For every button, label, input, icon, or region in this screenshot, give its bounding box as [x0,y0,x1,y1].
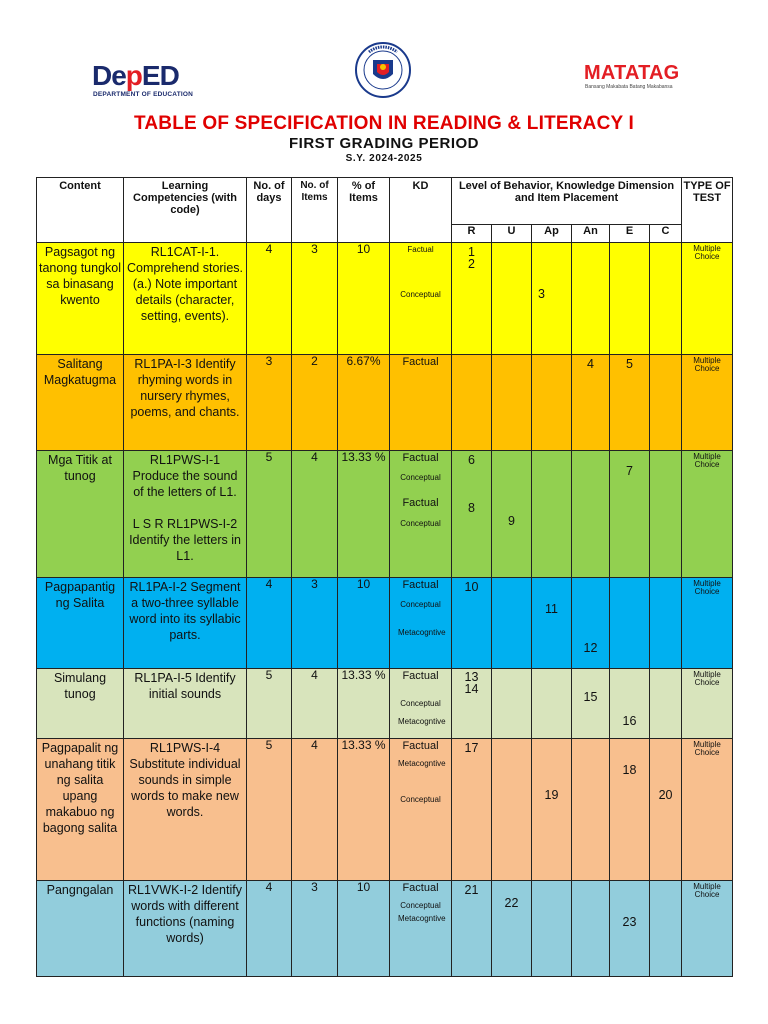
level-u-cell [492,881,532,977]
kd-cell [390,669,452,739]
kd-label: Conceptual [400,901,441,910]
table-row [37,355,733,451]
header-level-an: An [572,225,610,243]
deped-logo-subtext: DEPARTMENT OF EDUCATION [93,91,194,98]
days-cell: 4 [247,881,292,977]
header-level-e: E [610,225,650,243]
level-c-cell [650,243,682,355]
kd-cell [390,355,452,451]
level-ap-cell [532,243,572,355]
level-e-cell [610,578,650,669]
level-an-cell [572,739,610,881]
kd-label: Factual [407,245,434,254]
level-r-cell [452,578,492,669]
kd-cell [390,881,452,977]
item-number: 11 [545,602,558,616]
kd-cell [390,739,452,881]
items-cell: 4 [292,451,338,578]
days-cell: 4 [247,578,292,669]
level-c-cell [650,578,682,669]
level-e-cell [610,739,650,881]
percent-cell: 13.33 % [338,739,390,881]
matatag-logo-subtext: Bansang Makabata Batang Makabansa [585,84,673,90]
content-cell: Salitang Magkatugma [37,355,124,451]
items-cell: 3 [292,243,338,355]
item-number: 8 [468,501,475,515]
header-competency: Learning Competencies (with code) [124,178,247,243]
item-number: 22 [504,896,519,910]
content-cell: Simulang tunog [37,669,124,739]
kd-label: Factual [402,740,439,752]
items-cell: 3 [292,881,338,977]
item-number: 1 2 [468,245,475,271]
level-an-cell [572,243,610,355]
item-number: 10 [464,580,479,594]
kd-label: Conceptual [400,290,441,299]
table-row [37,881,733,977]
level-r-cell [452,739,492,881]
header-level-c: C [650,225,682,243]
days-cell: 3 [247,355,292,451]
specification-table [36,177,733,977]
competency-cell: RL1PWS-I-1 Produce the sound of the letters of L1. L S R RL1PWS-I-2 Identify the letters in L1. [124,451,247,578]
level-an-cell [572,355,610,451]
item-number: 21 [464,883,479,897]
items-cell: 4 [292,739,338,881]
level-e-cell [610,669,650,739]
kd-label: Metacogntive [398,717,446,726]
level-ap-cell [532,578,572,669]
item-number: 5 [626,357,633,371]
document-title: TABLE OF SPECIFICATION IN READING & LITERACY I [133,113,635,134]
level-an-cell [572,669,610,739]
kd-cell [390,451,452,578]
header-items: No. of Items [292,178,338,243]
matatag-logo [584,62,694,102]
level-e-cell [610,881,650,977]
percent-cell: 10 [338,881,390,977]
kd-label: Factual [402,452,439,464]
competency-cell: RL1PA-I-5 Identify initial sounds [124,669,247,739]
type-cell: Multiple Choice [682,451,733,578]
level-e-cell [610,451,650,578]
type-cell: Multiple Choice [682,669,733,739]
type-cell: Multiple Choice [682,739,733,881]
header-type: TYPE OF TEST [682,178,733,243]
item-number: 17 [464,741,479,755]
document-subtitle: FIRST GRADING PERIOD [288,135,479,152]
matatag-logo-word: MATATAG [584,62,680,84]
level-r-cell [452,451,492,578]
level-e-cell [610,355,650,451]
level-an-cell [572,451,610,578]
header-days: No. of days [247,178,292,243]
percent-cell: 13.33 % [338,451,390,578]
level-r-cell [452,243,492,355]
level-u-cell [492,739,532,881]
item-number: 4 [587,357,594,371]
table-row [37,243,733,355]
kd-label: Conceptual [400,473,441,482]
type-cell: Multiple Choice [682,243,733,355]
item-number: 19 [544,788,559,802]
item-number: 23 [622,915,637,929]
competency-cell: RL1PA-I-2 Segment a two-three syllable word into its syllabic parts. [124,578,247,669]
item-number: 13 14 [464,670,479,696]
kd-label: Factual [402,670,439,682]
level-e-cell [610,243,650,355]
days-cell: 5 [247,669,292,739]
level-ap-cell [532,451,572,578]
kd-label: Metacogntive [398,628,446,637]
kd-label: Factual [402,579,439,591]
table-row [37,451,733,578]
level-ap-cell [532,669,572,739]
level-an-cell [572,578,610,669]
level-an-cell [572,881,610,977]
item-number: 9 [508,514,515,528]
header-level-u: U [492,225,532,243]
table-row [37,739,733,881]
level-c-cell [650,739,682,881]
item-number: 3 [538,287,545,301]
deped-seal-icon [355,42,411,98]
deped-logo-word: DepED [92,60,179,91]
level-ap-cell [532,739,572,881]
item-number: 16 [622,714,637,728]
level-c-cell [650,669,682,739]
kd-cell [390,243,452,355]
header-level-ap: Ap [532,225,572,243]
level-u-cell [492,669,532,739]
deped-logo [92,60,202,102]
kd-label: Conceptual [400,699,441,708]
competency-cell: RL1CAT-I-1. Comprehend stories. (a.) Note important details (character, setting, events). [124,243,247,355]
level-r-cell [452,355,492,451]
type-cell: Multiple Choice [682,578,733,669]
items-cell: 4 [292,669,338,739]
item-number: 18 [622,763,637,777]
table-row [37,578,733,669]
content-cell: Pagsagot ng tanong tungkol sa binasang kwento [37,243,124,355]
level-r-cell [452,881,492,977]
days-cell: 5 [247,739,292,881]
header-percent: % of Items [338,178,390,243]
content-cell: Pagpapantig ng Salita [37,578,124,669]
item-number: 15 [583,690,598,704]
level-ap-cell [532,355,572,451]
level-u-cell [492,578,532,669]
header-kd: KD [390,178,452,243]
competency-cell: RL1VWK-I-2 Identify words with different functions (naming words) [124,881,247,977]
type-cell: Multiple Choice [682,881,733,977]
level-r-cell [452,669,492,739]
percent-cell: 10 [338,243,390,355]
kd-label: Factual [402,356,439,368]
kd-label: Factual [402,497,439,509]
item-number: 7 [626,464,633,478]
content-cell: Pagpapalit ng unahang titik ng salita upang makabuo ng bagong salita [37,739,124,881]
kd-cell [390,578,452,669]
level-u-cell [492,243,532,355]
level-u-cell [492,451,532,578]
item-number: 20 [658,788,673,802]
level-u-cell [492,355,532,451]
kd-label: Conceptual [400,519,441,528]
item-number: 12 [583,641,598,655]
competency-cell: RL1PWS-I-4 Substitute individual sounds in simple words to make new words. [124,739,247,881]
items-cell: 3 [292,578,338,669]
table-row [37,669,733,739]
header-content: Content [37,178,124,243]
days-cell: 5 [247,451,292,578]
school-year: S.Y. 2024-2025 [345,153,423,164]
level-c-cell [650,451,682,578]
percent-cell: 6.67% [338,355,390,451]
kd-label: Factual [402,882,439,894]
kd-label: Metacogntive [398,759,446,768]
kd-label: Conceptual [400,600,441,609]
level-ap-cell [532,881,572,977]
header-level: Level of Behavior, Knowledge Dimension and Item Placement [452,178,682,225]
item-number: 6 [468,453,475,467]
kd-label: Metacogntive [398,914,446,923]
percent-cell: 10 [338,578,390,669]
percent-cell: 13.33 % [338,669,390,739]
competency-cell: RL1PA-I-3 Identify rhyming words in nursery rhymes, poems, and chants. [124,355,247,451]
kd-label: Conceptual [400,795,441,804]
level-c-cell [650,881,682,977]
level-c-cell [650,355,682,451]
days-cell: 4 [247,243,292,355]
header-level-r: R [452,225,492,243]
type-cell: Multiple Choice [682,355,733,451]
content-cell: Pangngalan [37,881,124,977]
content-cell: Mga Titik at tunog [37,451,124,578]
items-cell: 2 [292,355,338,451]
